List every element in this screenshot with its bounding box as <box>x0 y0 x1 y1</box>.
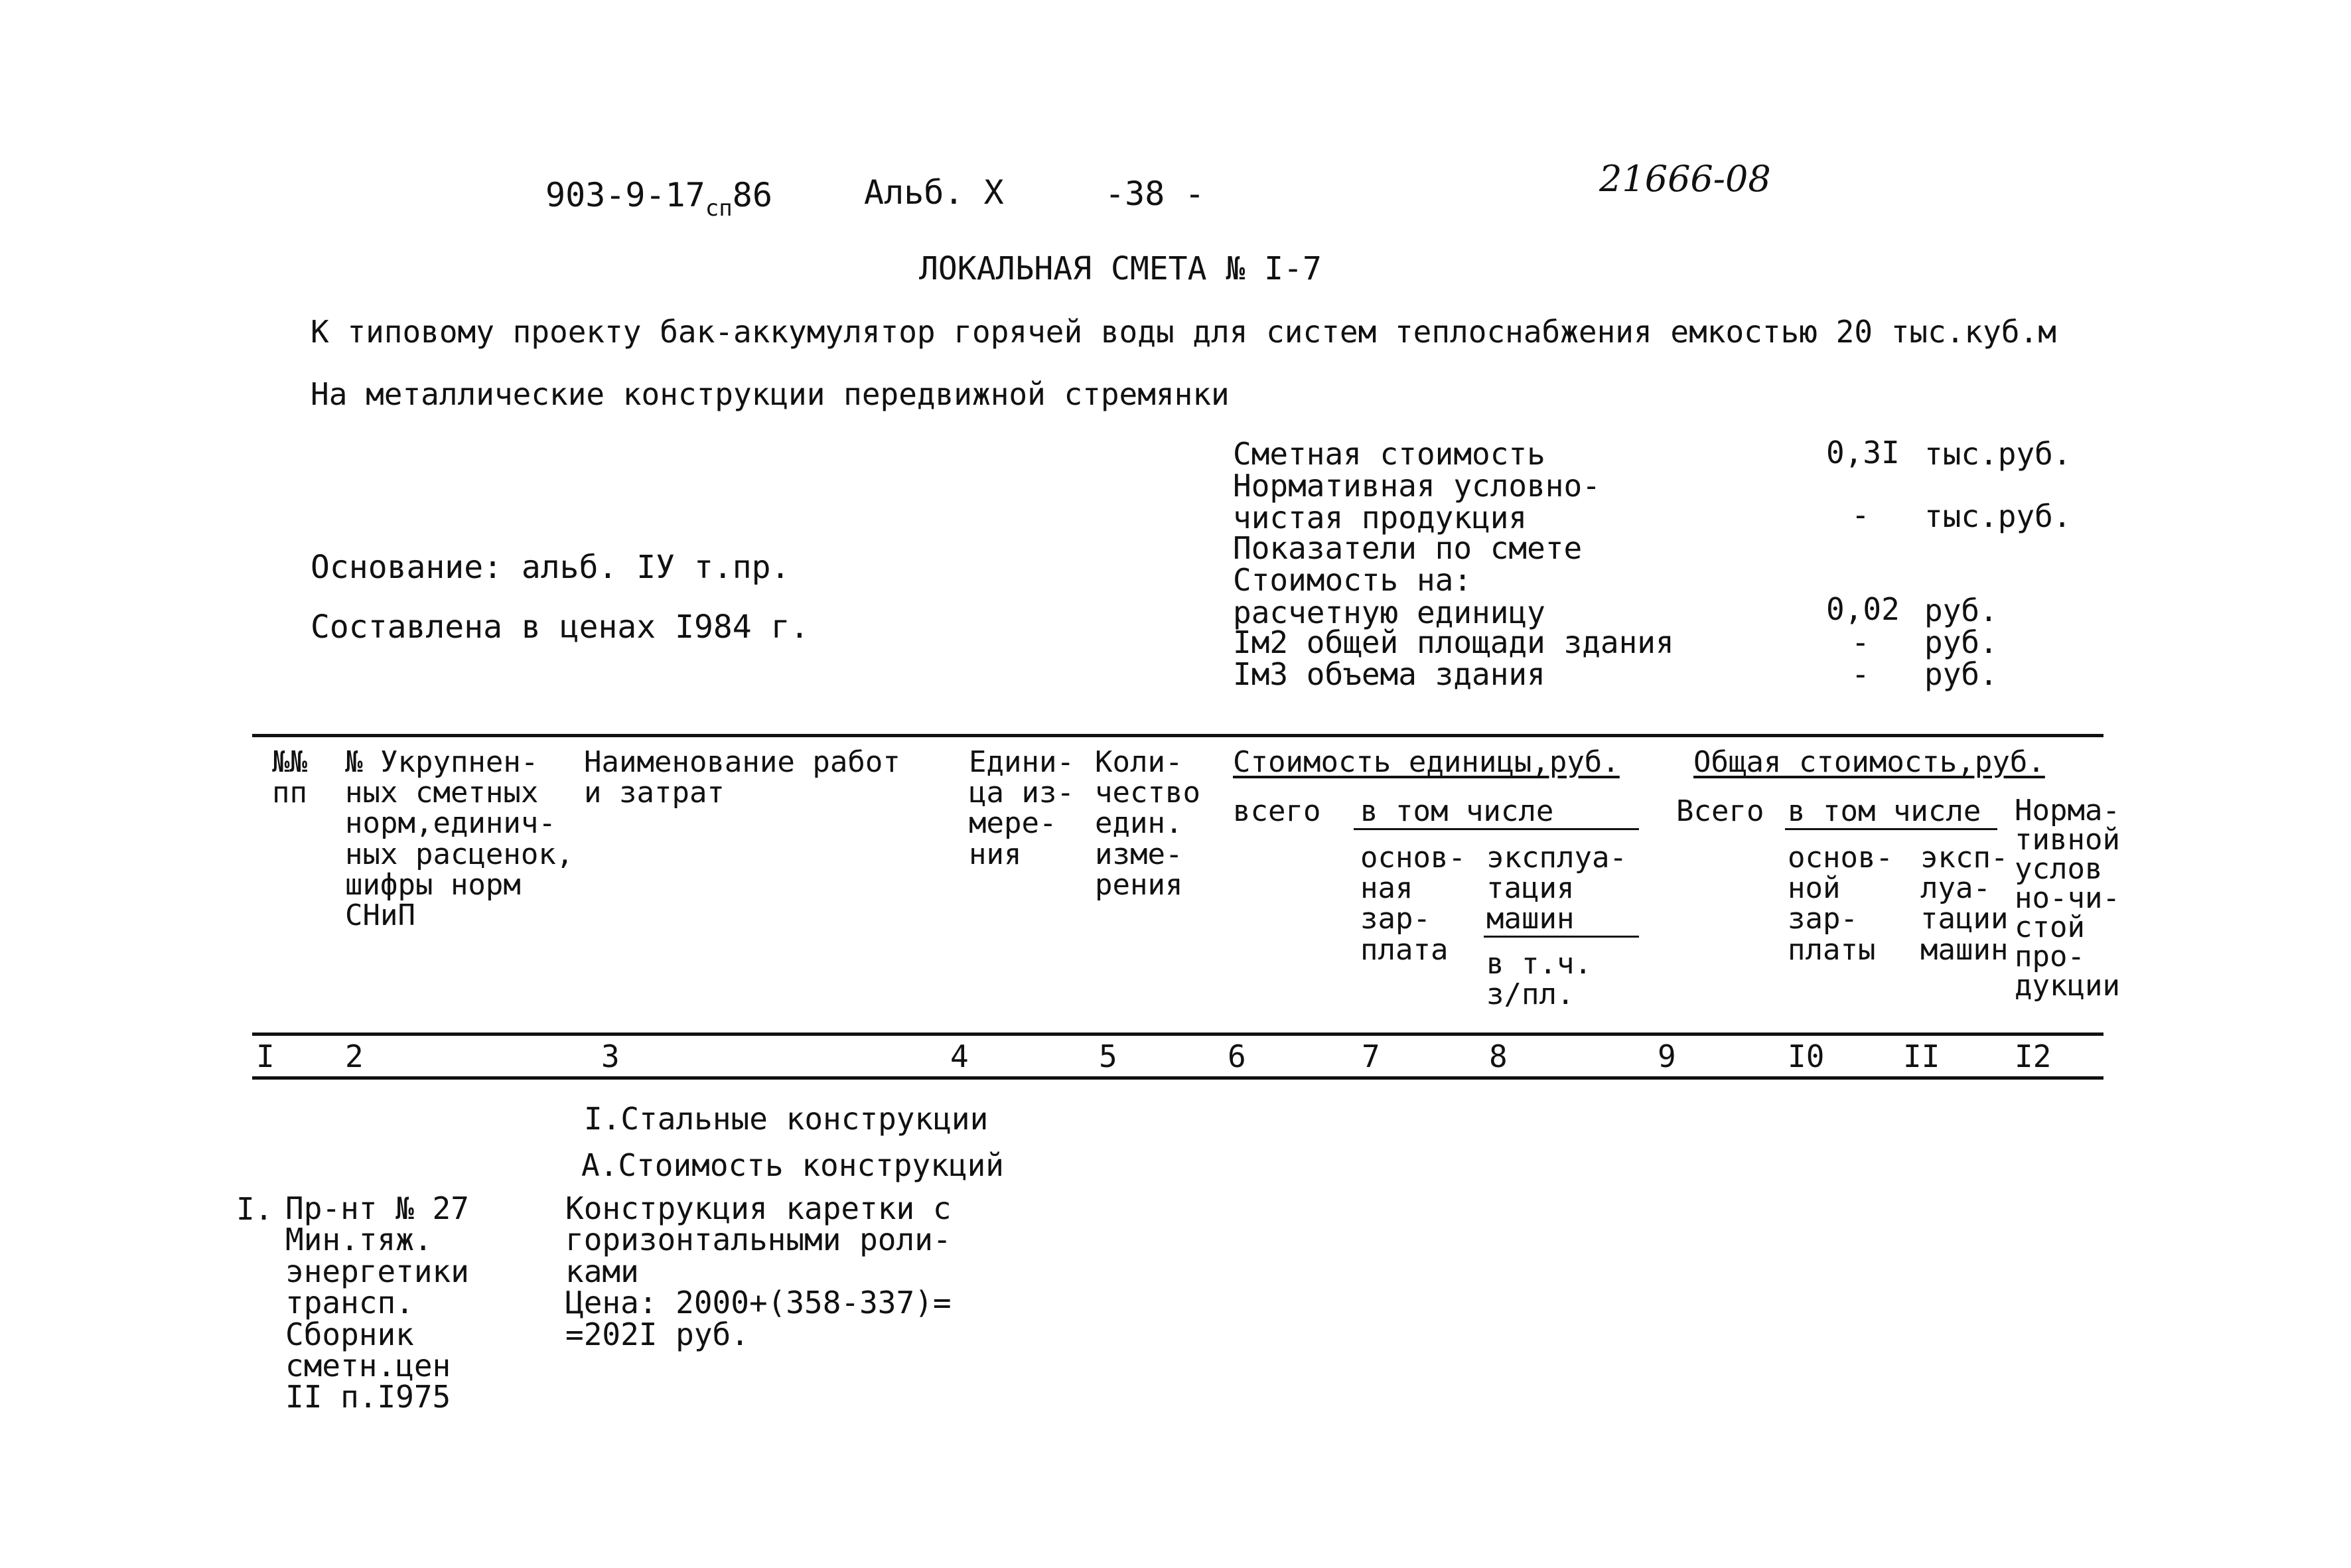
column-number: 8 <box>1489 1038 1508 1074</box>
summary-unit-estimated-cost: тыс.руб. <box>1924 436 2072 472</box>
header-total-incl-rule <box>1785 828 1997 830</box>
header-col-net-product: Норма- тивной услов но-чи- стой про- дукции <box>2015 794 2120 1003</box>
summary-unit-per-unit: руб. <box>1924 593 1998 628</box>
column-number: 9 <box>1658 1038 1676 1074</box>
header-col-unit: Едини- ца из- мере- ния <box>969 745 1074 871</box>
prices-year-line: Составлена в ценах I984 г. <box>311 608 810 646</box>
subsection-title: А.Стоимость конструкций <box>581 1147 1004 1183</box>
doc-code-main: 903-9-17 <box>545 176 705 214</box>
summary-unit-per-m3: руб. <box>1924 656 1998 692</box>
column-number: 3 <box>601 1038 620 1074</box>
summary-label-per-unit: Показатели по смете Стоимость на: расчетную единицу <box>1233 530 1583 630</box>
header-col-unit-machines: эксплуа- тация машин <box>1486 841 1627 936</box>
summary-value-per-m2: - <box>1851 624 1870 660</box>
column-number: 7 <box>1362 1038 1380 1074</box>
section-title: I.Стальные конструкции <box>584 1101 989 1137</box>
summary-value-estimated-cost: 0,3I <box>1826 435 1900 470</box>
header-col-total-machines: эксп- луа- тации машин <box>1920 841 2009 967</box>
column-number: 2 <box>345 1038 364 1074</box>
header-bottom-rule <box>252 1033 2103 1036</box>
header-unit-cost-group: Стоимость единицы,руб. <box>1233 745 1620 779</box>
column-number: I0 <box>1788 1038 1825 1074</box>
page-title: ЛОКАЛЬНАЯ СМЕТА № I-7 <box>919 250 1322 287</box>
row-number: I. <box>236 1191 273 1227</box>
summary-label-estimated-cost: Сметная стоимость <box>1233 436 1545 472</box>
column-number: I2 <box>2015 1038 2052 1074</box>
basis-line: Основание: альб. IУ т.пр. <box>311 549 790 586</box>
header-col-grand-total: Всего <box>1676 794 1764 828</box>
column-numbers-rule <box>252 1076 2103 1080</box>
page-number: -38 - <box>1105 175 1205 213</box>
header-col-machines-wages: в т.ч. з/пл. <box>1486 947 1592 1012</box>
header-unit-incl-rule <box>1354 828 1639 830</box>
summary-label-net-product: Нормативная условно- чистая продукция <box>1233 468 1601 536</box>
header-unit-incl: в том числе <box>1360 794 1554 828</box>
row-norm-reference: Пр-нт № 27 Мин.тяж. энергетики трансп. Сборник сметн.цен II п.I975 <box>285 1190 469 1415</box>
row-work-name: Конструкция каретки с горизонтальными роли- ками Цена: 2000+(358-337)= =202I руб. <box>565 1190 952 1352</box>
header-col-unit-wages: основ- ная зар- плата <box>1360 841 1466 967</box>
handwritten-number: 21666-08 <box>1599 158 1771 200</box>
header-col-total-wages: основ- ной зар- платы <box>1788 841 1893 967</box>
summary-label-per-m2: Iм2 общей площади здания <box>1233 624 1674 660</box>
header-total-incl: в том числе <box>1788 794 1981 828</box>
header-col-number: №№ пп <box>272 745 307 810</box>
document-code <box>545 178 772 221</box>
summary-label-per-m3: Iм3 объема здания <box>1233 656 1545 692</box>
column-number: 5 <box>1099 1038 1117 1074</box>
object-line: На металлические конструкции передвижной стремянки <box>311 376 1230 412</box>
column-number: I <box>256 1038 275 1074</box>
project-line: К типовому проекту бак-аккумулятор горячей воды для систем теплоснабжения емкостью 20 тыс.куб.м <box>311 314 2056 350</box>
header-col-norms: № Укрупнен- ных сметных норм,единич- ных расценок, шифры норм СНиП <box>345 745 574 932</box>
album-label: Альб. X <box>864 173 1004 212</box>
column-number: II <box>1903 1038 1940 1074</box>
doc-code-sub: сп <box>705 195 733 222</box>
summary-value-per-m3: - <box>1851 656 1870 692</box>
column-number: 6 <box>1228 1038 1246 1074</box>
header-col-quantity: Коли- чество един. изме- рения <box>1095 745 1200 902</box>
header-col-work-name: Наименование работ и затрат <box>584 745 900 810</box>
column-number: 4 <box>950 1038 969 1074</box>
doc-code-year: 86 <box>732 176 772 214</box>
summary-value-net-product: - <box>1851 497 1870 533</box>
summary-unit-per-m2: руб. <box>1924 624 1998 660</box>
header-machines-rule <box>1484 936 1639 938</box>
header-total-cost-group: Общая стоимость,руб. <box>1693 745 2045 779</box>
summary-unit-net-product: тыс.руб. <box>1924 498 2072 534</box>
table-top-rule <box>252 734 2103 737</box>
summary-value-per-unit: 0,02 <box>1826 591 1900 627</box>
header-col-unit-total: всего <box>1233 794 1321 828</box>
